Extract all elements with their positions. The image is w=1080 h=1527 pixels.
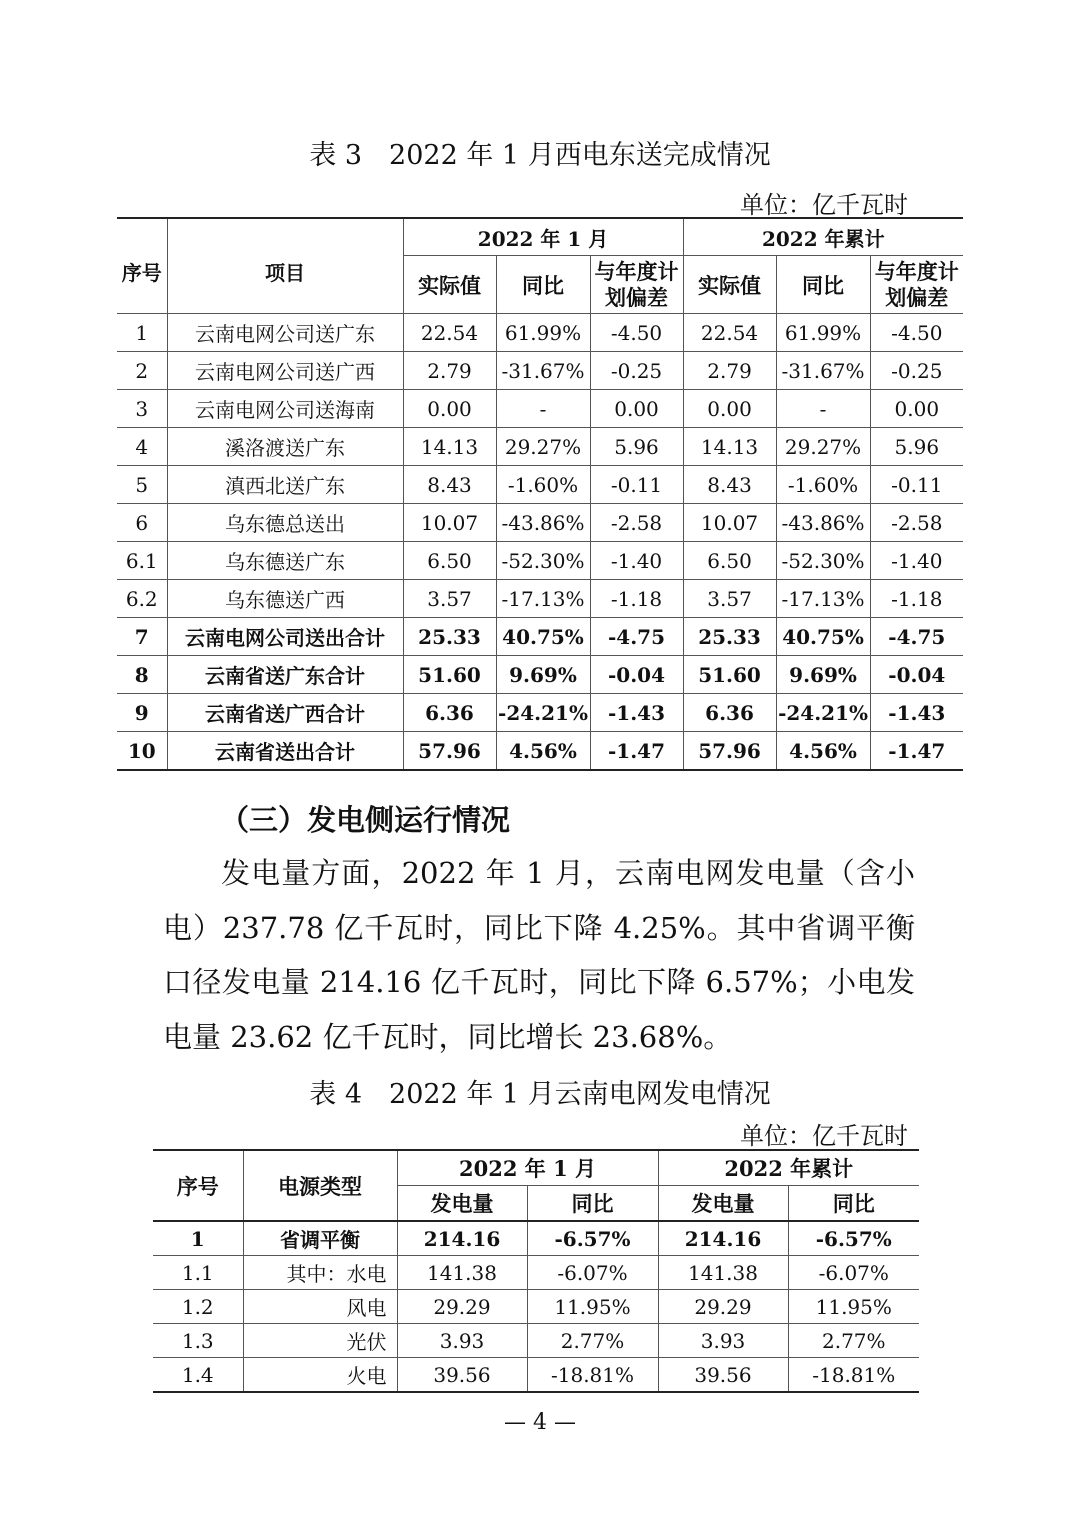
cell-type: 光伏 [243,1324,397,1358]
table-row [117,428,963,466]
cell-seq: 3 [117,390,167,428]
cell-m-dev: -4.50 [590,314,683,352]
cell-item: 云南电网公司送广东 [167,314,403,352]
cell-c-actual: 10.07 [683,504,776,542]
cell-c-yoy: 9.69% [776,656,870,694]
cell-seq: 1.4 [153,1358,243,1393]
header-seq: 序号 [153,1150,243,1221]
header-yoy: 同比 [527,1186,658,1222]
cell-seq: 6.1 [117,542,167,580]
cell-seq: 1.3 [153,1324,243,1358]
cell-item: 云南省送出合计 [167,732,403,771]
cell-m-dev: -1.43 [590,694,683,732]
header-item: 项目 [167,218,403,314]
cell-c-gen: 141.38 [658,1256,788,1290]
cell-m-actual: 6.50 [403,542,496,580]
cell-c-actual: 14.13 [683,428,776,466]
cell-seq: 7 [117,618,167,656]
cell-c-dev: 0.00 [870,390,963,428]
cell-m-yoy: 9.69% [496,656,590,694]
cell-item: 溪洛渡送广东 [167,428,403,466]
cell-item: 云南电网公司送海南 [167,390,403,428]
header-group-month: 2022 年 1 月 [403,218,683,256]
cell-item: 云南省送广东合计 [167,656,403,694]
cell-m-yoy: -1.60% [496,466,590,504]
cell-seq: 10 [117,732,167,771]
cell-m-yoy: -6.57% [527,1221,658,1256]
cell-m-gen: 29.29 [397,1290,527,1324]
cell-c-yoy: 61.99% [776,314,870,352]
cell-c-dev: -4.50 [870,314,963,352]
cell-m-gen: 141.38 [397,1256,527,1290]
cell-c-yoy: -52.30% [776,542,870,580]
cell-c-yoy: -31.67% [776,352,870,390]
header-group-cumulative: 2022 年累计 [658,1150,919,1186]
cell-c-dev: -0.25 [870,352,963,390]
table-row [117,504,963,542]
cell-m-actual: 25.33 [403,618,496,656]
cell-c-actual: 57.96 [683,732,776,771]
cell-c-actual: 3.57 [683,580,776,618]
cell-m-dev: 5.96 [590,428,683,466]
cell-c-yoy: -24.21% [776,694,870,732]
cell-m-yoy: -31.67% [496,352,590,390]
cell-seq: 1 [153,1221,243,1256]
cell-m-dev: -1.40 [590,542,683,580]
cell-m-dev: -1.47 [590,732,683,771]
table-row [153,1290,919,1324]
cell-m-yoy: -24.21% [496,694,590,732]
cell-m-yoy: -18.81% [527,1358,658,1393]
cell-item: 滇西北送广东 [167,466,403,504]
cell-m-actual: 0.00 [403,390,496,428]
table4 [153,1149,919,1393]
header-actual: 实际值 [683,256,776,314]
cell-c-actual: 25.33 [683,618,776,656]
cell-m-actual: 3.57 [403,580,496,618]
cell-seq: 1.1 [153,1256,243,1290]
table-row [117,352,963,390]
cell-c-dev: -4.75 [870,618,963,656]
cell-m-yoy: 61.99% [496,314,590,352]
cell-c-yoy: -1.60% [776,466,870,504]
cell-item: 云南电网公司送广西 [167,352,403,390]
cell-m-dev: -0.11 [590,466,683,504]
cell-m-yoy: 4.56% [496,732,590,771]
cell-c-dev: -1.43 [870,694,963,732]
cell-seq: 4 [117,428,167,466]
cell-type: 省调平衡 [243,1221,397,1256]
cell-m-yoy: -17.13% [496,580,590,618]
cell-m-dev: -1.18 [590,580,683,618]
cell-c-yoy: 2.77% [788,1324,919,1358]
cell-item: 乌东德总送出 [167,504,403,542]
cell-m-dev: 0.00 [590,390,683,428]
cell-c-actual: 0.00 [683,390,776,428]
cell-m-actual: 10.07 [403,504,496,542]
cell-type: 火电 [243,1358,397,1393]
cell-c-gen: 39.56 [658,1358,788,1393]
cell-c-yoy: 29.27% [776,428,870,466]
header-yoy: 同比 [496,256,590,314]
cell-item: 乌东德送广西 [167,580,403,618]
cell-c-actual: 22.54 [683,314,776,352]
table3 [117,217,963,771]
cell-m-yoy: -6.07% [527,1256,658,1290]
cell-item: 云南省送广西合计 [167,694,403,732]
cell-c-actual: 8.43 [683,466,776,504]
cell-seq: 8 [117,656,167,694]
cell-seq: 9 [117,694,167,732]
cell-c-gen: 3.93 [658,1324,788,1358]
cell-m-actual: 51.60 [403,656,496,694]
cell-m-dev: -2.58 [590,504,683,542]
cell-c-actual: 6.36 [683,694,776,732]
page-number: — 4 — [504,1410,576,1435]
cell-m-dev: -4.75 [590,618,683,656]
cell-c-dev: -1.40 [870,542,963,580]
header-seq: 序号 [117,218,167,314]
cell-c-yoy: -17.13% [776,580,870,618]
cell-c-yoy: 4.56% [776,732,870,771]
cell-type: 风电 [243,1290,397,1324]
cell-m-actual: 22.54 [403,314,496,352]
cell-m-yoy: - [496,390,590,428]
table-row [117,694,963,732]
cell-m-dev: -0.25 [590,352,683,390]
cell-m-gen: 39.56 [397,1358,527,1393]
cell-seq: 2 [117,352,167,390]
cell-c-dev: -2.58 [870,504,963,542]
cell-seq: 5 [117,466,167,504]
cell-seq: 1.2 [153,1290,243,1324]
cell-c-actual: 51.60 [683,656,776,694]
table-row [117,390,963,428]
header-deviation: 与年度计划偏差 [590,256,683,314]
cell-c-yoy: - [776,390,870,428]
cell-item: 乌东德送广东 [167,542,403,580]
table-row [117,314,963,352]
table-row [117,656,963,694]
cell-item: 云南电网公司送出合计 [167,618,403,656]
cell-m-yoy: 40.75% [496,618,590,656]
cell-m-actual: 8.43 [403,466,496,504]
cell-m-gen: 3.93 [397,1324,527,1358]
cell-c-actual: 2.79 [683,352,776,390]
cell-c-yoy: 40.75% [776,618,870,656]
cell-c-yoy: -6.57% [788,1221,919,1256]
cell-m-yoy: 11.95% [527,1290,658,1324]
cell-c-actual: 6.50 [683,542,776,580]
table-row [117,732,963,771]
table3-unit: 单位：亿千瓦时 [740,191,908,219]
header-actual: 实际值 [403,256,496,314]
header-type: 电源类型 [243,1150,397,1221]
table4-caption: 表 4 2022 年 1 月云南电网发电情况 [309,1079,771,1110]
cell-c-yoy: -43.86% [776,504,870,542]
cell-c-gen: 29.29 [658,1290,788,1324]
cell-c-yoy: -18.81% [788,1358,919,1393]
cell-m-gen: 214.16 [397,1221,527,1256]
cell-m-yoy: -43.86% [496,504,590,542]
table-row [153,1324,919,1358]
cell-c-dev: -0.04 [870,656,963,694]
table-row [117,542,963,580]
header-group-month: 2022 年 1 月 [397,1150,658,1186]
section-title: （三）发电侧运行情况 [220,803,511,837]
cell-m-actual: 2.79 [403,352,496,390]
cell-seq: 6.2 [117,580,167,618]
header-yoy: 同比 [776,256,870,314]
cell-seq: 6 [117,504,167,542]
cell-c-dev: -0.11 [870,466,963,504]
table-row [153,1358,919,1393]
cell-type: 其中：水电 [243,1256,397,1290]
cell-m-dev: -0.04 [590,656,683,694]
cell-c-gen: 214.16 [658,1221,788,1256]
paragraph: 发电量方面，2022 年 1 月，云南电网发电量（含小电）237.78 亿千瓦时，同比下降 4.25%。其中省调平衡口径发电量 214.16 亿千瓦时，同比下降 6.57%；小电发电量 23.62 亿千瓦时，同比增长 23.68%。 [163,856,915,1054]
header-yoy: 同比 [788,1186,919,1222]
cell-m-actual: 6.36 [403,694,496,732]
cell-m-actual: 57.96 [403,732,496,771]
cell-c-yoy: 11.95% [788,1290,919,1324]
table3-caption: 表 3 2022 年 1 月西电东送完成情况 [309,140,771,171]
header-generation: 发电量 [397,1186,527,1222]
cell-m-yoy: 29.27% [496,428,590,466]
cell-seq: 1 [117,314,167,352]
table-row [153,1256,919,1290]
table-row [117,580,963,618]
cell-c-dev: 5.96 [870,428,963,466]
cell-c-dev: -1.47 [870,732,963,771]
header-group-cumulative: 2022 年累计 [683,218,963,256]
header-deviation: 与年度计划偏差 [870,256,963,314]
table4-unit: 单位：亿千瓦时 [740,1122,908,1150]
table-row [117,466,963,504]
cell-c-dev: -1.18 [870,580,963,618]
table-row [153,1221,919,1256]
cell-c-yoy: -6.07% [788,1256,919,1290]
header-generation: 发电量 [658,1186,788,1222]
cell-m-yoy: 2.77% [527,1324,658,1358]
table-row [117,618,963,656]
cell-m-actual: 14.13 [403,428,496,466]
cell-m-yoy: -52.30% [496,542,590,580]
